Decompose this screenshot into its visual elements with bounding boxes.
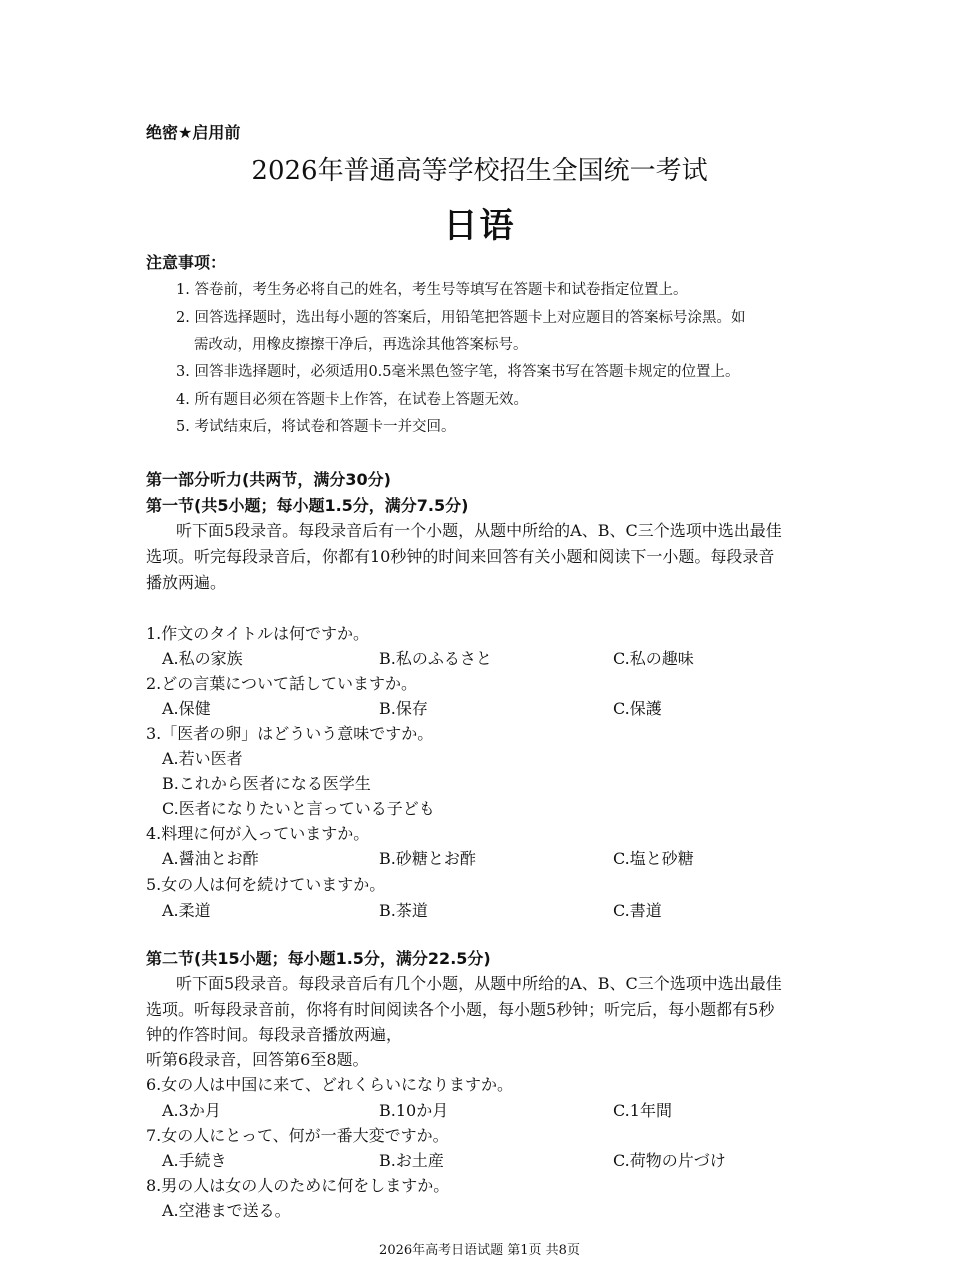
page-footer: 2026年高考日语试题 第1页 共8页 bbox=[379, 1243, 580, 1258]
option-a: A.手続き bbox=[162, 1151, 227, 1170]
subject-title: 日语 bbox=[443, 206, 516, 246]
exam-title: 2026年普通高等学校招生全国统一考试 bbox=[251, 156, 708, 186]
question: 3.「医者の卵」はどういう意味ですか。 bbox=[146, 724, 434, 743]
section2-instruction: 选项。听每段录音前，你将有时间阅读各个小题，每小题5秒钟；听完后，每小题都有5秒 bbox=[146, 1000, 775, 1019]
option-b: B.これから医者になる医学生 bbox=[162, 774, 371, 793]
option-c: C.書道 bbox=[613, 901, 662, 920]
question: 4.料理に何が入っていますか。 bbox=[146, 824, 370, 843]
confidential-label: 绝密★启用前 bbox=[146, 123, 241, 142]
option-b: B.砂糖とお酢 bbox=[379, 849, 476, 868]
question: 1.作文のタイトルは何ですか。 bbox=[146, 624, 369, 643]
option-a: A.醤油とお酢 bbox=[162, 849, 259, 868]
note-item: 5. 考试结束后，将试卷和答题卡一并交回。 bbox=[176, 419, 456, 435]
section1-instruction: 听下面5段录音。每段录音后有一个小题，从题中所给的A、B、C三个选项中选出最佳 bbox=[176, 521, 782, 540]
option-a: A.保健 bbox=[162, 699, 211, 718]
question: 2.どの言葉について話していますか。 bbox=[146, 674, 417, 693]
note-item: 3. 回答非选择题时，必须适用0.5毫米黑色签字笔，将答案书写在答题卡规定的位置上。 bbox=[176, 364, 740, 380]
option-b: B.保存 bbox=[379, 699, 428, 718]
option-a: A.若い医者 bbox=[162, 749, 243, 768]
section1-title: 第一节(共5小题；每小题1.5分，满分7.5分) bbox=[146, 496, 469, 515]
option-b: B.私のふるさと bbox=[379, 649, 492, 668]
section1-instruction: 播放两遍。 bbox=[146, 573, 227, 592]
option-c: C.荷物の片づけ bbox=[613, 1151, 726, 1170]
note-item: 1. 答卷前，考生务必将自己的姓名，考生号等填写在答题卡和试卷指定位置上。 bbox=[176, 282, 688, 298]
option-b: B.10か月 bbox=[379, 1101, 449, 1120]
option-c: C.私の趣味 bbox=[613, 649, 694, 668]
option-b: B.茶道 bbox=[379, 901, 428, 920]
section2-instruction: 听下面5段录音。每段录音后有几个小题，从题中所给的A、B、C三个选项中选出最佳 bbox=[176, 974, 782, 993]
section2-title: 第二节(共15小题；每小题1.5分，满分22.5分) bbox=[146, 949, 491, 968]
note-item: 需改动，用橡皮擦擦干净后，再选涂其他答案标号。 bbox=[194, 337, 528, 353]
option-c: C.1年間 bbox=[613, 1101, 672, 1120]
option-a: A.空港まで送る。 bbox=[162, 1201, 291, 1220]
question: 8.男の人は女の人のために何をしますか。 bbox=[146, 1176, 450, 1195]
option-b: B.お土産 bbox=[379, 1151, 444, 1170]
option-a: A.私の家族 bbox=[162, 649, 243, 668]
section2-instruction: 听第6段录音，回答第6至8题。 bbox=[146, 1050, 369, 1069]
option-c: C.保護 bbox=[613, 699, 662, 718]
option-c: C.塩と砂糖 bbox=[613, 849, 694, 868]
notes-title: 注意事项： bbox=[146, 253, 227, 272]
option-c: C.医者になりたいと言っている子ども bbox=[162, 799, 435, 818]
option-a: A.3か月 bbox=[162, 1101, 221, 1120]
question: 5.女の人は何を続けていますか。 bbox=[146, 875, 386, 894]
option-a: A.柔道 bbox=[162, 901, 211, 920]
question: 7.女の人にとって、何が一番大変ですか。 bbox=[146, 1126, 449, 1145]
question: 6.女の人は中国に来て、どれくらいになりますか。 bbox=[146, 1075, 513, 1094]
section2-instruction: 钟的作答时间。每段录音播放两遍， bbox=[146, 1025, 403, 1044]
note-item: 2. 回答选择题时，选出每小题的答案后，用铅笔把答题卡上对应题目的答案标号涂黑。如 bbox=[176, 310, 746, 326]
part1-title: 第一部分听力(共两节，满分30分) bbox=[146, 470, 391, 489]
section1-instruction: 选项。听完每段录音后，你都有10秒钟的时间来回答有关小题和阅读下一小题。每段录音 bbox=[146, 547, 775, 566]
note-item: 4. 所有题目必须在答题卡上作答，在试卷上答题无效。 bbox=[176, 392, 528, 408]
